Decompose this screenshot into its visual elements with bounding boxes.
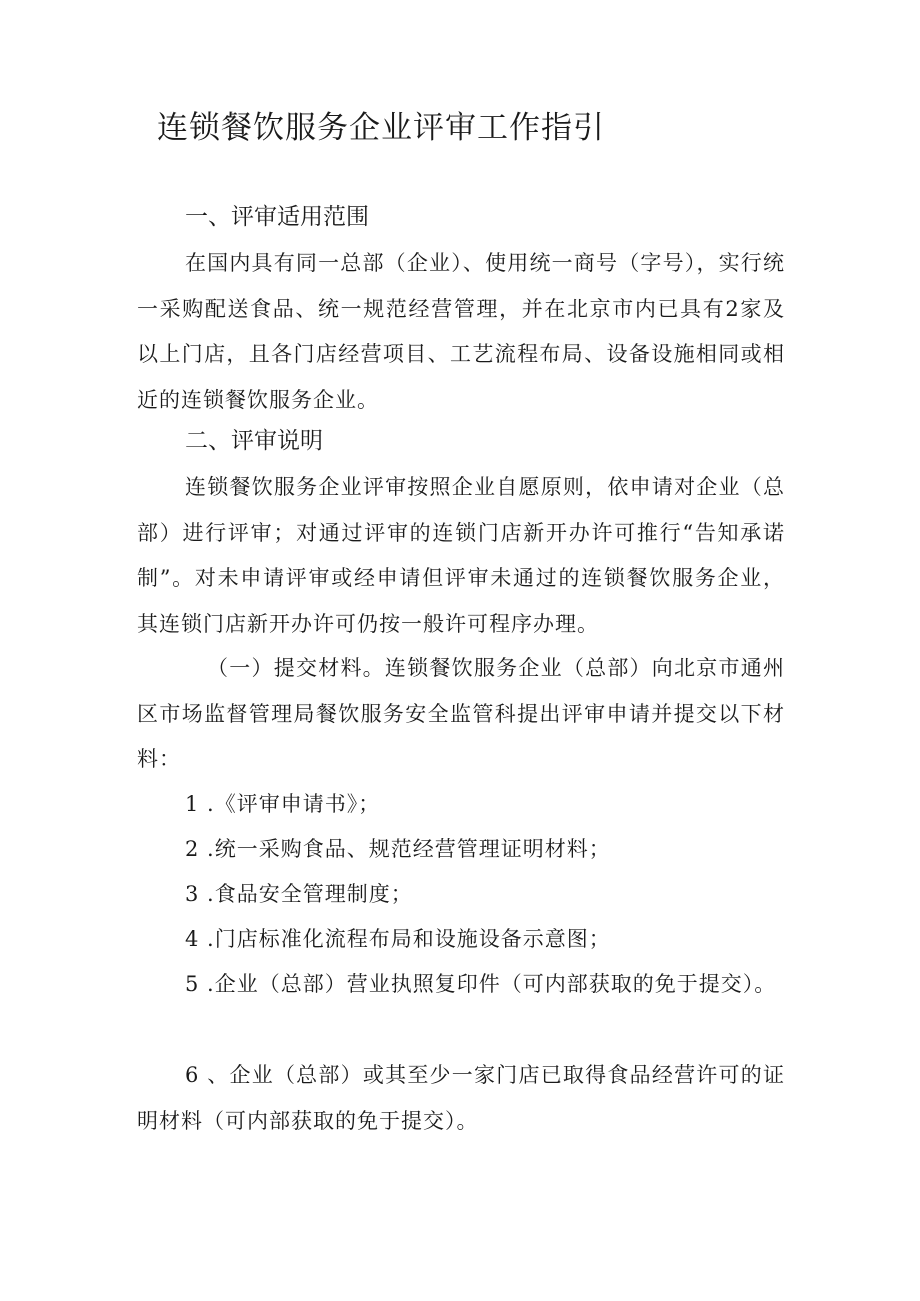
paragraph-scope: 在国内具有同一总部（企业）、使用统一商号（字号），实行统一采购配送食品、统一规范经营管理，并在北京市内已具有2家及以上门店，且各门店经营项目、工艺流程布局、设备设施相同或相近的连锁餐饮服务企业。 [137,251,785,412]
section-heading-explanation: 二、评审说明 [185,428,323,454]
list-item: 2 .统一采购食品、规范经营管理证明材料； [185,837,611,861]
list-item: 4 .门店标准化流程布局和设施设备示意图； [185,927,611,951]
list-item: 6 、企业（总部）或其至少一家门店已取得食品经营许可的证明材料（可内部获取的免于提交）。 [137,1063,785,1133]
list-item: 1 .《评审申请书》； [185,792,381,816]
list-item: 3 .食品安全管理制度； [185,882,413,906]
paragraph-explanation: 连锁餐饮服务企业评审按照企业自愿原则，依申请对企业（总部）进行评审；对通过评审的连锁门店新开办许可推行“告知承诺制”。对未申请评审或经申请但评审未通过的连锁餐饮服务企业，其连锁门店新开办许可仍按一般许可程序办理。 [137,475,785,636]
section-heading-scope: 一、评审适用范围 [185,204,369,230]
paragraph-submit-materials: （一）提交材料。连锁餐饮服务企业（总部）向北京市通州区市场监督管理局餐饮服务安全监管科提出评审申请并提交以下材料： [137,656,785,771]
document-title: 连锁餐饮服务企业评审工作指引 [157,110,605,146]
list-item: 5 .企业（总部）营业执照复印件（可内部获取的免于提交）。 [185,972,777,996]
